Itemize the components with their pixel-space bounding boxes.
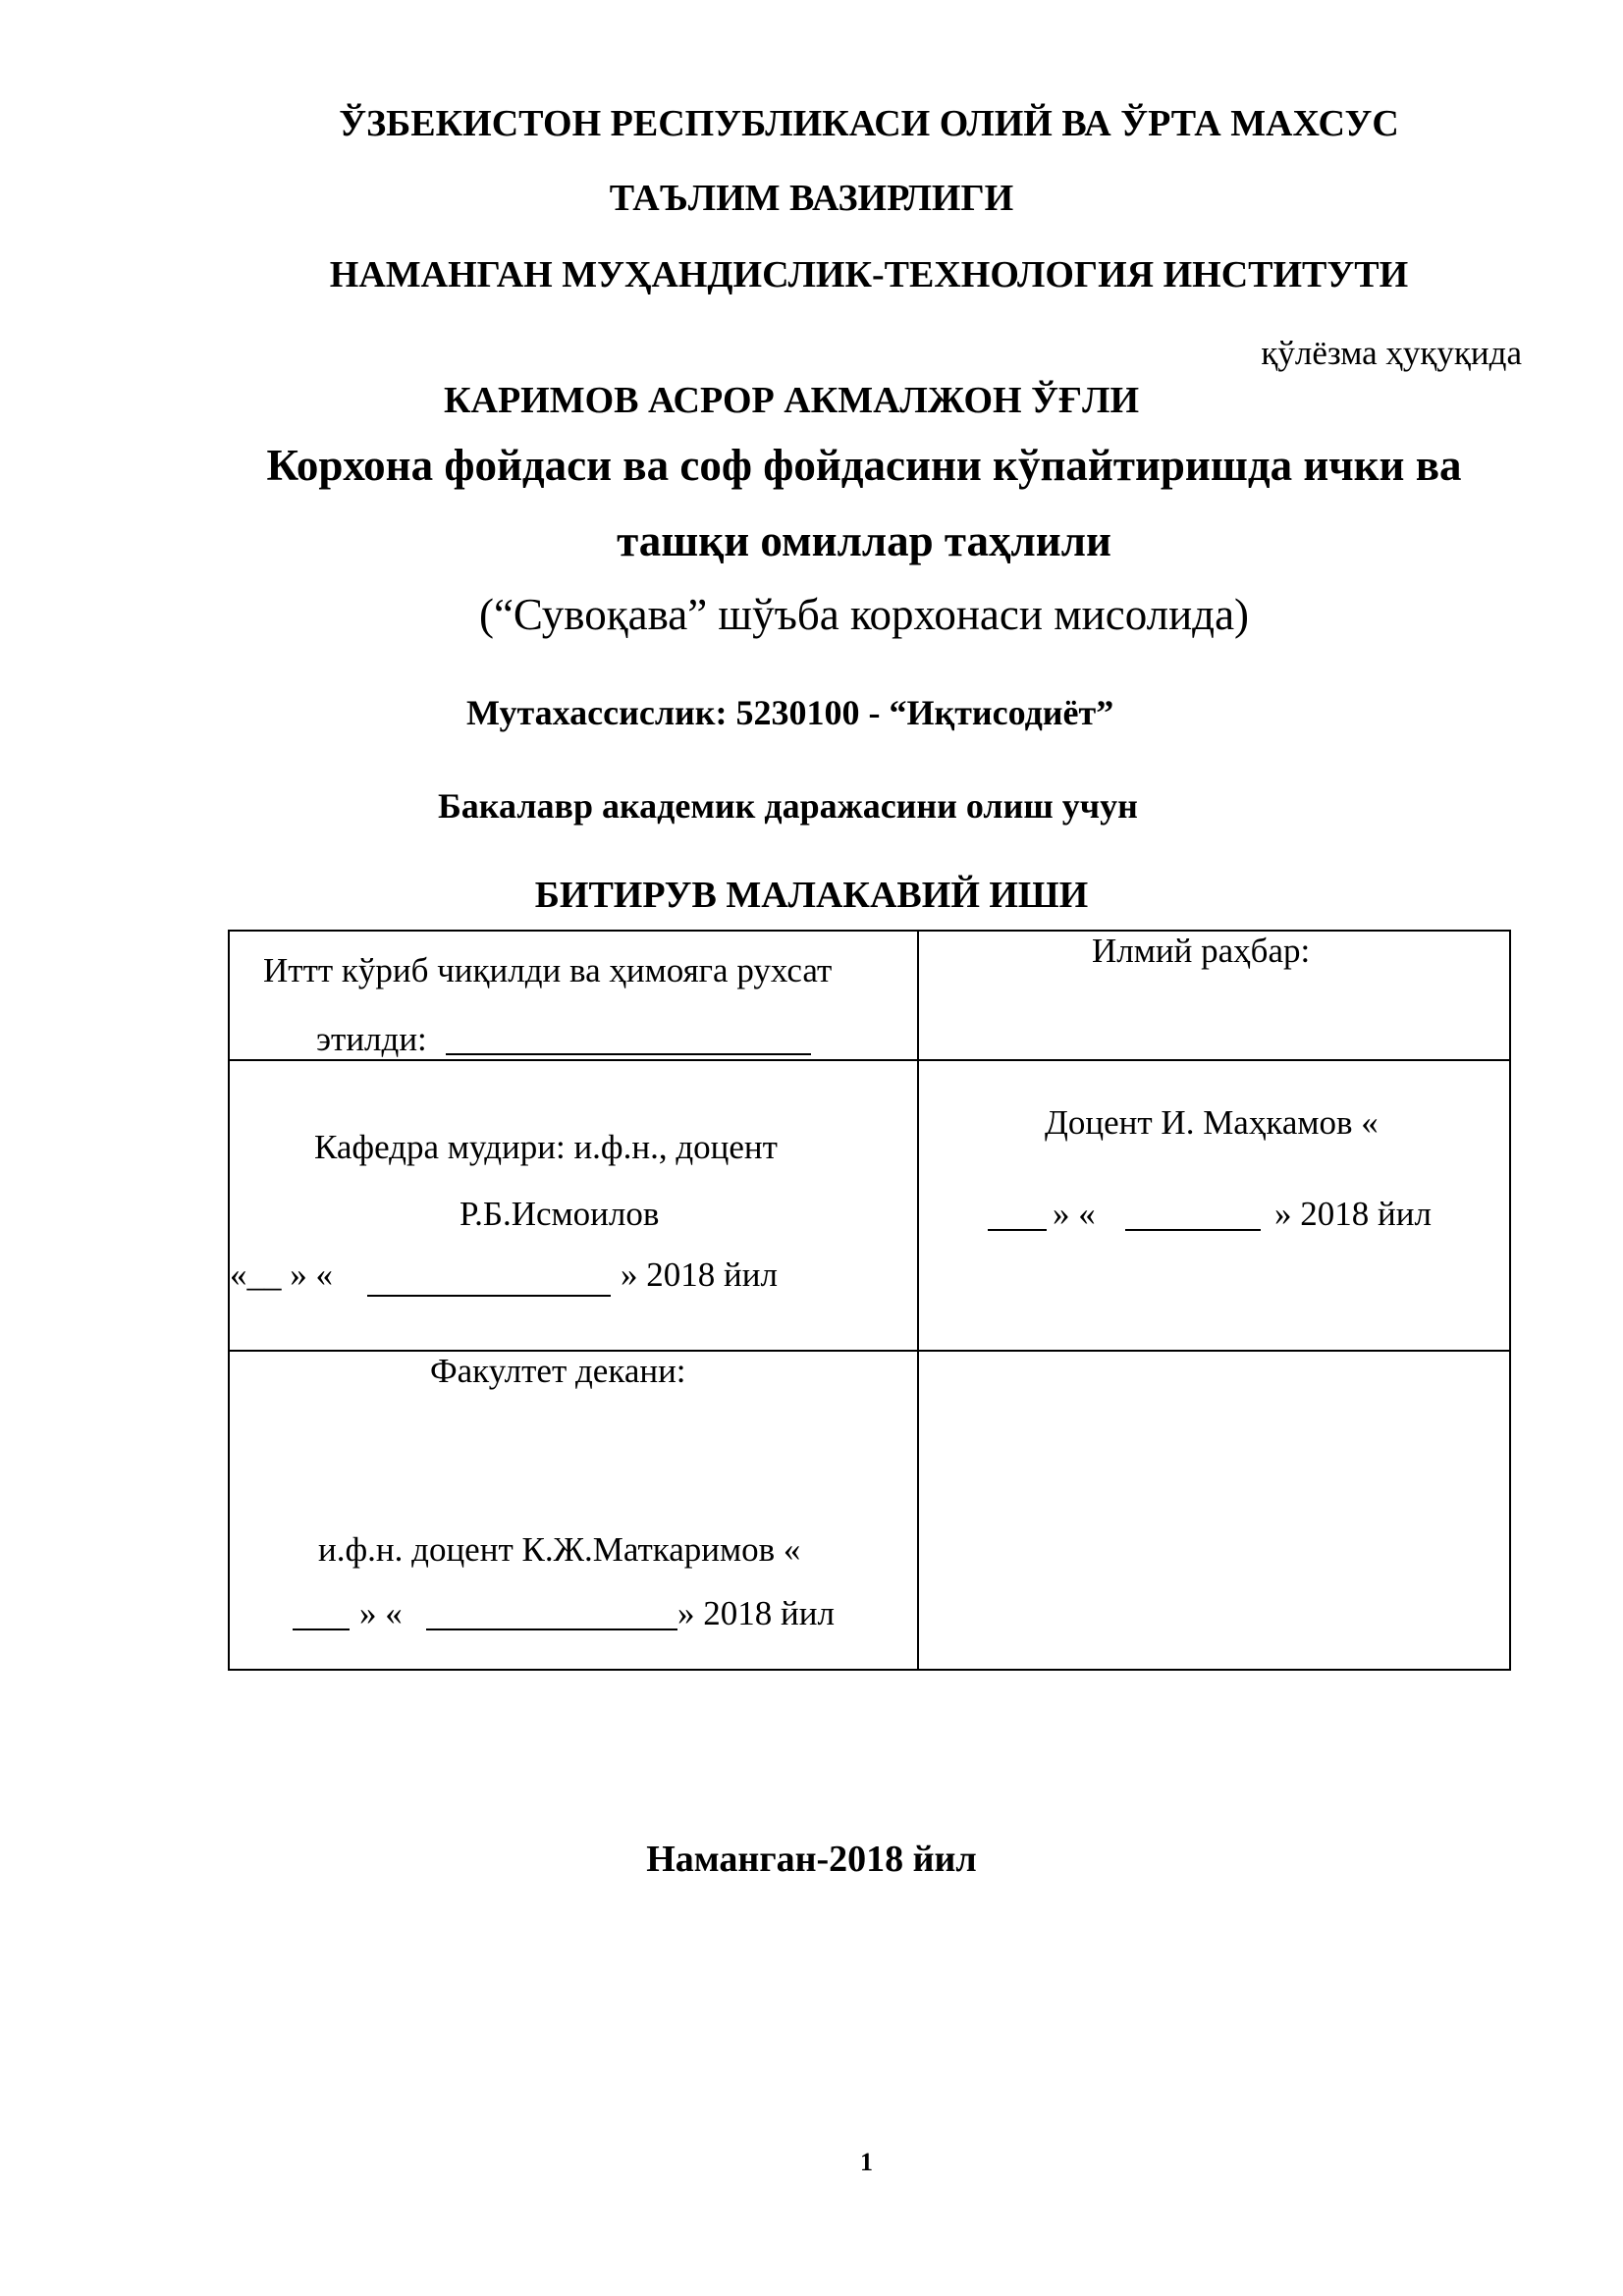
author-name: КАРИМОВ АСРОР АКМАЛЖОН ЎҒЛИ — [443, 380, 1140, 421]
signature-table — [228, 930, 1511, 1671]
dean-year: » 2018 йил — [677, 1594, 835, 1632]
supervisor-name: Доцент И. Маҳкамов « — [1045, 1103, 1379, 1142]
department-head-year: » 2018 йил — [621, 1255, 778, 1294]
supervisor-year: » 2018 йил — [1274, 1195, 1432, 1233]
supervisor-label: Илмий раҳбар: — [1092, 932, 1311, 970]
degree-line: Бакалавр академик даражасини олиш учун — [438, 786, 1138, 826]
supervisor-month-line — [1125, 1229, 1261, 1231]
dean-name: и.ф.н. доцент К.Ж.Маткаримов « — [318, 1530, 801, 1569]
department-head-line1: Кафедра мудири: и.ф.н., доцент — [314, 1128, 778, 1166]
specialty-line: Мутахассислик: 5230100 - “Иқтисодиёт” — [466, 693, 1114, 732]
dean-month-line — [426, 1629, 677, 1630]
approval-text-line1: Иттт кўриб чиқилди ва ҳимояга рухсат — [263, 951, 833, 989]
thesis-title-line2: ташқи омиллар таҳлили — [617, 516, 1111, 565]
institute-name: НАМАНГАН МУҲАНДИСЛИК-ТЕХНОЛОГИЯ ИНСТИТУТИ — [329, 254, 1409, 295]
department-head-month-line — [367, 1295, 611, 1297]
dean-date: » « — [359, 1594, 403, 1632]
page-number: 1 — [860, 2148, 873, 2176]
department-head-date: «__ » « — [230, 1255, 333, 1294]
table-divider-vertical — [917, 932, 919, 1669]
table-divider-row2 — [230, 1350, 1509, 1352]
ministry-title-line1: ЎЗБЕКИСТОН РЕСПУБЛИКАСИ ОЛИЙ ВА ЎРТА МАХСУС — [339, 103, 1399, 144]
approval-text-line2: этилди: — [316, 1020, 427, 1058]
approval-signature-line — [446, 1053, 811, 1055]
supervisor-date: » « — [1053, 1195, 1096, 1233]
supervisor-day-line — [988, 1229, 1047, 1231]
thesis-subtitle: (“Сувоқава” шўъба корхонаси мисолида) — [478, 590, 1250, 639]
thesis-title-line1: Корхона фойдаси ва соф фойдасини кўпайтиришда ички ва — [266, 441, 1462, 490]
department-head-name: Р.Б.Исмоилов — [460, 1195, 660, 1233]
dean-label: Факултет декани: — [430, 1352, 686, 1390]
manuscript-note: қўлёзма ҳуқуқида — [1261, 334, 1522, 372]
work-type-title: БИТИРУВ МАЛАКАВИЙ ИШИ — [534, 875, 1089, 916]
ministry-title-line2: ТАЪЛИМ ВАЗИРЛИГИ — [609, 178, 1014, 219]
dean-day-line — [293, 1629, 350, 1630]
city-year: Наманган-2018 йил — [646, 1839, 977, 1880]
table-divider-row1 — [230, 1059, 1509, 1061]
